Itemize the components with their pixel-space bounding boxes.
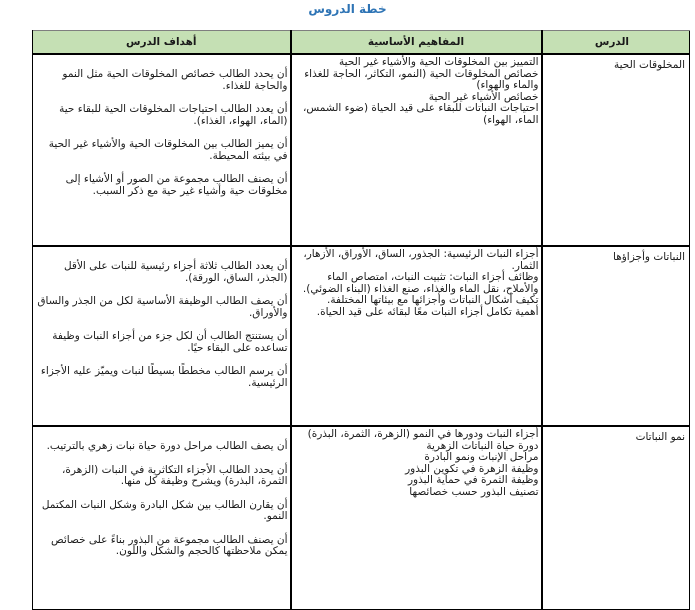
- lesson-cell: النباتات وأجزاؤها: [542, 246, 690, 426]
- concept-item: أجزاء النبات ودورها في النمو (الزهرة، الثمرة، البذرة): [307, 428, 539, 440]
- concepts-cell: [291, 54, 542, 246]
- header-concepts: المفاهيم الأساسية: [291, 31, 542, 55]
- concept-item: وظيفة الزهرة في تكوين البذور: [405, 462, 539, 475]
- goals-cell: [33, 54, 291, 246]
- goals-cell: [33, 246, 291, 426]
- header-goals: أهداف الدرس: [33, 31, 291, 55]
- lesson-cell: المخلوقات الحية: [542, 54, 690, 246]
- concept-item: دورة حياة النباتات الزهرية: [426, 439, 539, 452]
- goal-item: أن يعدد الطالب ثلاثة أجزاء رئيسية للنبات على الأقل (الجذر، الساق، الورقة).: [63, 260, 288, 284]
- goal-item: أن يحدد الطالب خصائص المخلوقات الحية مثل النمو والحاجة للغذاء.: [62, 68, 288, 92]
- concept-item: أهمية تكامل أجزاء النبات معًا لبقائه على قيد الحياة.: [316, 305, 539, 318]
- table-row: [33, 426, 690, 610]
- concept-item: وظائف أجزاء النبات: تثبيت النبات، امتصاص الماء والأملاح، نقل الماء والغذاء، صنع الغذاء (البناء الضوئي).: [302, 271, 539, 295]
- header-lesson: الدرس: [542, 31, 690, 55]
- concept-item: أجزاء النبات الرئيسية: الجذور، الساق، الأوراق، الأزهار، الثمار.: [303, 248, 539, 272]
- goal-item: أن يستنتج الطالب أن لكل جزء من أجزاء النبات وظيفة تساعده على البقاء حيًا.: [52, 330, 288, 354]
- concept-item: مراحل الإنبات ونمو البادرة: [424, 451, 539, 463]
- goal-item: أن يصنف الطالب مجموعة من الصور أو الأشياء إلى مخلوقات حية وأشياء غير حية مع ذكر السبب.: [65, 173, 288, 197]
- goal-item: أن يحدد الطالب الأجزاء التكاثرية في النبات (الزهرة، الثمرة، البذرة) ويشرح وظيفة كل منها.: [62, 463, 288, 487]
- concept-item: تصنيف البذور حسب خصائصها: [409, 485, 539, 498]
- table-row: [33, 54, 690, 246]
- lesson-cell: نمو النباتات: [542, 426, 690, 610]
- concepts-cell: [291, 426, 542, 610]
- goals-cell: [33, 426, 291, 610]
- concept-item: وظيفة الثمرة في حماية البذور: [407, 474, 539, 486]
- concepts-cell: [291, 246, 542, 426]
- goal-item: أن يصف الطالب مراحل دورة حياة نبات زهري بالترتيب.: [46, 440, 288, 452]
- concept-item: التمييز بين المخلوقات الحية والأشياء غير الحية: [339, 56, 539, 68]
- goal-item: أن يقارن الطالب بين شكل البادرة وشكل النبات المكتمل النمو.: [41, 498, 288, 522]
- concept-item: خصائص الأشياء غير الحية: [428, 90, 539, 103]
- concept-item: خصائص المخلوقات الحية (النمو، التكاثر، الحاجة للغذاء والماء والهواء): [304, 67, 539, 91]
- table-row: [33, 246, 690, 426]
- goal-item: أن يعدد الطالب احتياجات المخلوقات الحية للبقاء حية (الماء، الهواء، الغذاء).: [59, 103, 288, 127]
- concept-item: احتياجات النباتات للبقاء على قيد الحياة (ضوء الشمس، الماء، الهواء): [303, 102, 539, 126]
- page-title: خطة الدروس: [308, 2, 387, 16]
- lesson-plan-table: [32, 30, 690, 610]
- concept-item: تكيف أشكال النباتات وأجزائها مع بيئاتها المختلفة.: [327, 294, 539, 306]
- goal-item: أن يصنف الطالب مجموعة من البذور بناءً على خصائص يمكن ملاحظتها كالحجم والشكل واللون.: [51, 533, 288, 557]
- table-header-row: [33, 31, 690, 55]
- goal-item: أن يصف الطالب الوظيفة الأساسية لكل من الجذر والساق والأوراق.: [37, 295, 288, 319]
- goal-item: أن يرسم الطالب مخططًا بسيطًا لنبات ويميّز عليه الأجزاء الرئيسية.: [40, 365, 288, 389]
- goal-item: أن يميز الطالب بين المخلوقات الحية والأشياء غير الحية في بيئته المحيطة.: [48, 138, 288, 162]
